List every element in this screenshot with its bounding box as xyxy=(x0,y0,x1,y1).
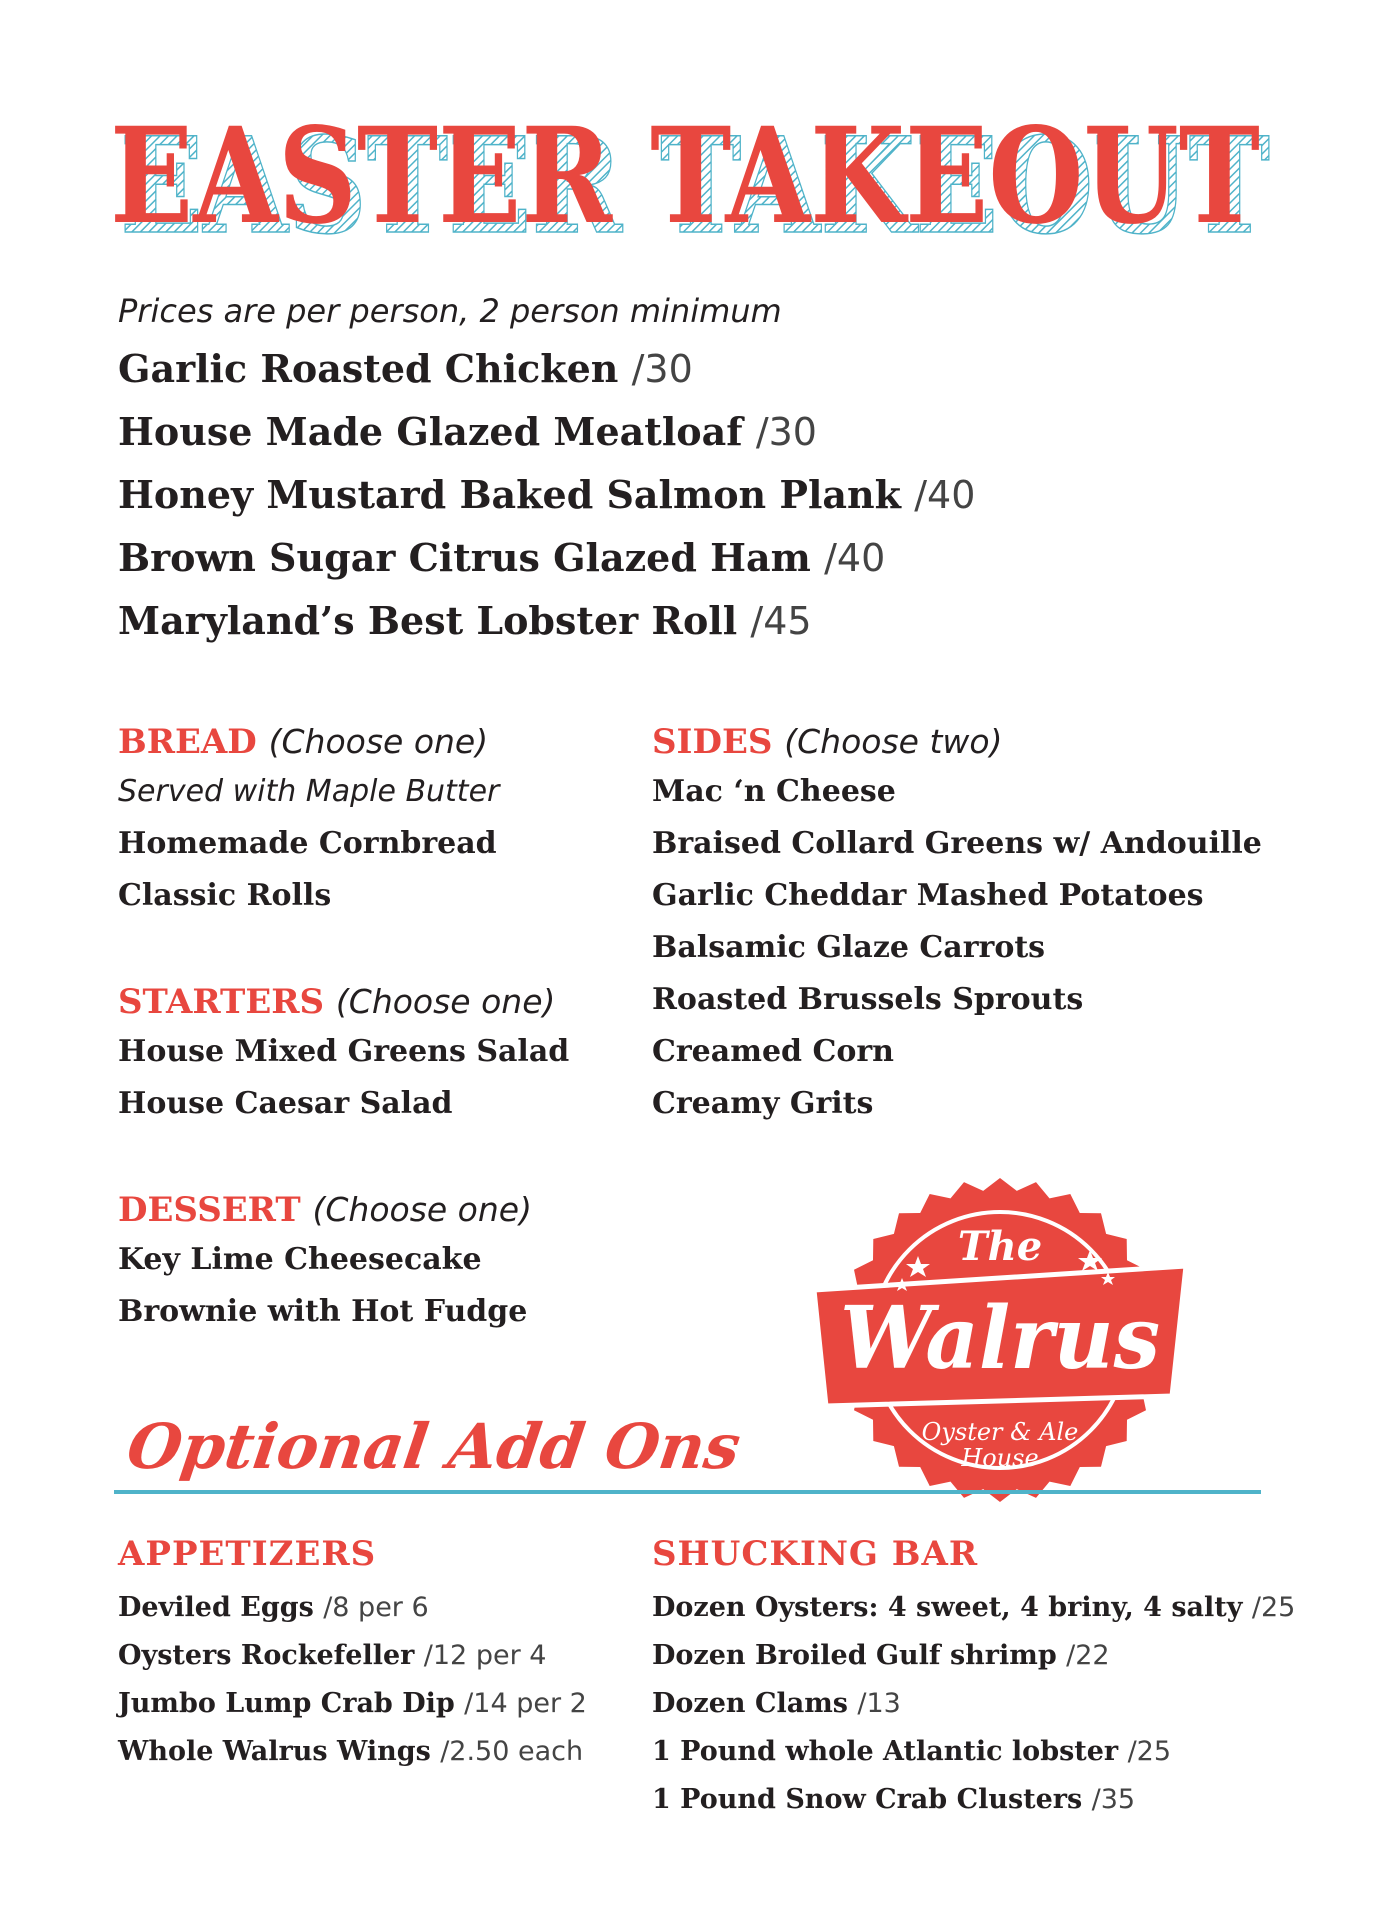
starters-section xyxy=(118,982,569,1138)
bread-choose-note: (Choose one) xyxy=(268,722,489,761)
appetizers-section xyxy=(118,1534,587,1784)
list-item: Balsamic Glaze Carrots xyxy=(652,930,1046,965)
logo-line2: House xyxy=(961,1444,1039,1472)
shucking-bar-list xyxy=(652,1592,1295,1832)
bread-list xyxy=(118,826,499,930)
item-price: /22 xyxy=(1066,1640,1110,1671)
appetizers-heading: APPETIZERS xyxy=(118,1534,377,1574)
item-name: Garlic Roasted Chicken xyxy=(118,346,619,391)
item-name: Maryland’s Best Lobster Roll xyxy=(118,598,738,643)
item-name: 1 Pound whole Atlantic lobster xyxy=(652,1736,1119,1767)
bread-heading: BREAD xyxy=(118,722,257,762)
item-name: Brown Sugar Citrus Glazed Ham xyxy=(118,535,811,580)
section-heading xyxy=(118,982,569,1034)
section-heading xyxy=(652,722,1262,774)
logo-the: The xyxy=(957,1223,1043,1270)
main-items-list xyxy=(118,346,975,661)
list-item xyxy=(118,1688,587,1736)
page-title xyxy=(110,100,1290,250)
item-price: /12 per 4 xyxy=(423,1640,547,1671)
sides-choose-note: (Choose two) xyxy=(784,722,1003,761)
list-item: House Caesar Salad xyxy=(118,1086,453,1121)
item-name: Whole Walrus Wings xyxy=(118,1736,431,1767)
shucking-bar-heading: SHUCKING BAR xyxy=(652,1534,979,1574)
item-price: /40 xyxy=(824,536,886,580)
divider xyxy=(114,1490,1261,1494)
dessert-heading: DESSERT xyxy=(118,1190,301,1230)
logo-line1: Oyster & Ale xyxy=(921,1418,1079,1446)
section-heading xyxy=(118,1190,532,1242)
walrus-logo xyxy=(800,1160,1200,1520)
dessert-section xyxy=(118,1190,532,1346)
item-price: /13 xyxy=(857,1688,901,1719)
main-item xyxy=(118,472,975,535)
item-price: /25 xyxy=(1251,1592,1296,1623)
list-item: Garlic Cheddar Mashed Potatoes xyxy=(652,878,1204,913)
title-shadow: EASTER TAKEOUT xyxy=(120,109,1270,250)
list-item: Homemade Cornbread xyxy=(118,826,497,861)
list-item: Roasted Brussels Sprouts xyxy=(652,982,1084,1017)
item-name: Dozen Oysters: 4 sweet, 4 briny, 4 salty xyxy=(652,1592,1243,1623)
item-price: /40 xyxy=(914,473,976,517)
starters-heading: STARTERS xyxy=(118,982,325,1022)
sides-section xyxy=(652,722,1262,1138)
starters-choose-note: (Choose one) xyxy=(335,982,556,1021)
list-item xyxy=(652,1736,1295,1784)
list-item xyxy=(652,1592,1295,1640)
bread-section xyxy=(118,722,499,930)
bread-subtitle: Served with Maple Butter xyxy=(118,774,500,809)
section-heading xyxy=(118,722,499,774)
list-item: Creamy Grits xyxy=(652,1086,874,1121)
item-name: Jumbo Lump Crab Dip xyxy=(118,1688,455,1719)
list-item: Brownie with Hot Fudge xyxy=(118,1294,528,1329)
item-price: /8 per 6 xyxy=(323,1592,429,1623)
dessert-choose-note: (Choose one) xyxy=(312,1190,532,1229)
title-text: EASTER TAKEOUT xyxy=(110,100,1260,250)
list-item xyxy=(652,1688,1295,1736)
item-price: /2.50 each xyxy=(440,1736,584,1767)
list-item: Braised Collard Greens w/ Andouille xyxy=(652,826,1262,861)
item-name: Dozen Clams xyxy=(652,1688,848,1719)
dessert-list xyxy=(118,1242,532,1346)
item-price: /30 xyxy=(755,410,817,454)
item-price: /14 per 2 xyxy=(464,1688,587,1719)
item-name: Deviled Eggs xyxy=(118,1592,314,1623)
list-item xyxy=(118,1640,587,1688)
item-name: House Made Glazed Meatloaf xyxy=(118,409,743,454)
starters-list xyxy=(118,1034,569,1138)
list-item: Classic Rolls xyxy=(118,878,332,913)
main-item xyxy=(118,598,975,661)
list-item xyxy=(652,1784,1295,1832)
list-item xyxy=(118,1592,587,1640)
list-item: House Mixed Greens Salad xyxy=(118,1034,570,1069)
item-name: Honey Mustard Baked Salmon Plank xyxy=(118,472,901,517)
item-price: /35 xyxy=(1091,1784,1136,1815)
item-name: Dozen Broiled Gulf shrimp xyxy=(652,1640,1057,1671)
appetizers-list xyxy=(118,1592,587,1784)
item-name: Oysters Rockefeller xyxy=(118,1640,415,1671)
shucking-bar-section xyxy=(652,1534,1295,1832)
item-price: /30 xyxy=(631,347,693,391)
item-price: /25 xyxy=(1127,1736,1172,1767)
list-item xyxy=(118,1736,587,1784)
pricing-note: Prices are per person, 2 person minimum xyxy=(118,292,782,330)
optional-add-ons-title: Optional Add Ons xyxy=(122,1410,745,1483)
main-item xyxy=(118,346,975,409)
list-item: Mac ‘n Cheese xyxy=(652,774,896,809)
main-item xyxy=(118,535,975,598)
sides-heading: SIDES xyxy=(652,722,773,762)
list-item: Key Lime Cheesecake xyxy=(118,1242,482,1277)
list-item xyxy=(652,1640,1295,1688)
item-price: /45 xyxy=(750,599,812,643)
list-item: Creamed Corn xyxy=(652,1034,894,1069)
logo-name: Walrus xyxy=(840,1288,1160,1389)
main-item xyxy=(118,409,975,472)
item-name: 1 Pound Snow Crab Clusters xyxy=(652,1784,1083,1815)
sides-list xyxy=(652,774,1262,1138)
